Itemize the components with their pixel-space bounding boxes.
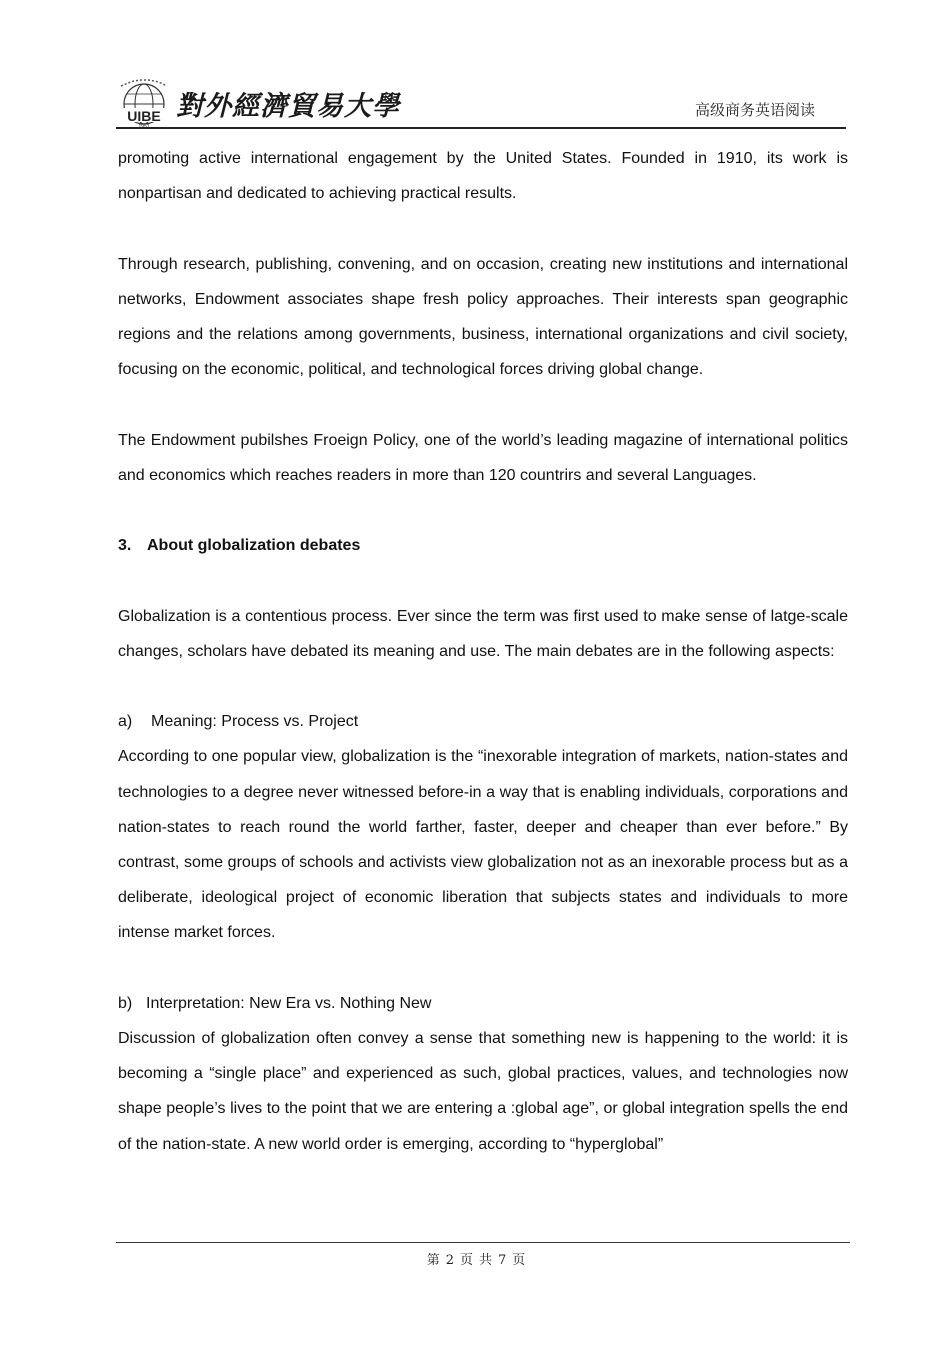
university-name: 對外經濟貿易大學 bbox=[176, 91, 400, 122]
paragraph-3: The Endowment pubilshes Froeign Policy, one of the world’s leading magazine of international politics and economics which reaches readers in more than 120 countrirs and several Languages. bbox=[118, 431, 848, 484]
section-title: About globalization debates bbox=[147, 537, 361, 555]
subheading-b-title: Interpretation: New Era vs. Nothing New bbox=[146, 994, 432, 1012]
footer-word-ye-2: 页 bbox=[512, 1253, 526, 1268]
paragraph-2: Through research, publishing, convening, and on occasion, creating new institutions and international networks, Endowment associates shape fresh policy approaches. Their interests span geographic regions and the relations among governments, business, international organizations and civil society, focusing on the economic, political, and technological forces driving global change. bbox=[118, 255, 848, 379]
footer-word-di: 第 bbox=[426, 1253, 440, 1268]
section-number: 3. bbox=[118, 537, 132, 555]
subheading-b bbox=[118, 986, 848, 1021]
subheading-b-label: b) bbox=[118, 994, 133, 1012]
course-title: 高级商务英语阅读 bbox=[694, 102, 815, 119]
subheading-a-label: a) bbox=[118, 713, 133, 731]
svg-text:1951: 1951 bbox=[138, 124, 150, 130]
paragraph-1: promoting active international engagement by the United States. Founded in 1910, its work is nonpartisan and dedicated to achieving practical results. bbox=[118, 150, 848, 203]
footer-word-gong: 共 bbox=[479, 1253, 493, 1268]
svg-text:UIBE: UIBE bbox=[127, 108, 161, 124]
header-rule bbox=[116, 127, 846, 129]
subheading-a bbox=[118, 704, 848, 739]
page-header bbox=[116, 78, 848, 128]
paragraph-4: Globalization is a contentious process. Ever since the term was first used to make sense of latge-scale changes, scholars have debated its meaning and use. The main debates are in the following aspects: bbox=[118, 607, 848, 660]
university-logo bbox=[116, 78, 176, 130]
paragraph-6: Discussion of globalization often convey a sense that something new is happening to the world: it is becoming a “single place” and experienced as such, global practices, values, and technologies now shape people’s lives to the point that we are entering a :global age”, or global integration spells the end of the nation-state. A new world order is emerging, according to “hyperglobal” bbox=[118, 1029, 848, 1153]
page-footer bbox=[0, 1249, 952, 1268]
subheading-a-title: Meaning: Process vs. Project bbox=[151, 713, 359, 731]
page-number: 2 bbox=[445, 1253, 454, 1268]
page-body bbox=[118, 141, 848, 1162]
page-total: 7 bbox=[498, 1253, 507, 1268]
footer-rule bbox=[116, 1242, 850, 1243]
footer-word-ye: 页 bbox=[459, 1253, 473, 1268]
paragraph-5: According to one popular view, globalization is the “inexorable integration of markets, nation-states and technologies to a degree never witnessed before-in a way that is enabling individuals, corporations and nation-states to reach round the world farther, faster, deeper and cheaper than ever before.” By contrast, some groups of schools and activists view globalization not as an inexorable process but as a deliberate, ideological project of economic liberation that subjects states and individuals to more intense market forces. bbox=[118, 748, 848, 942]
section-3-heading bbox=[118, 528, 848, 563]
